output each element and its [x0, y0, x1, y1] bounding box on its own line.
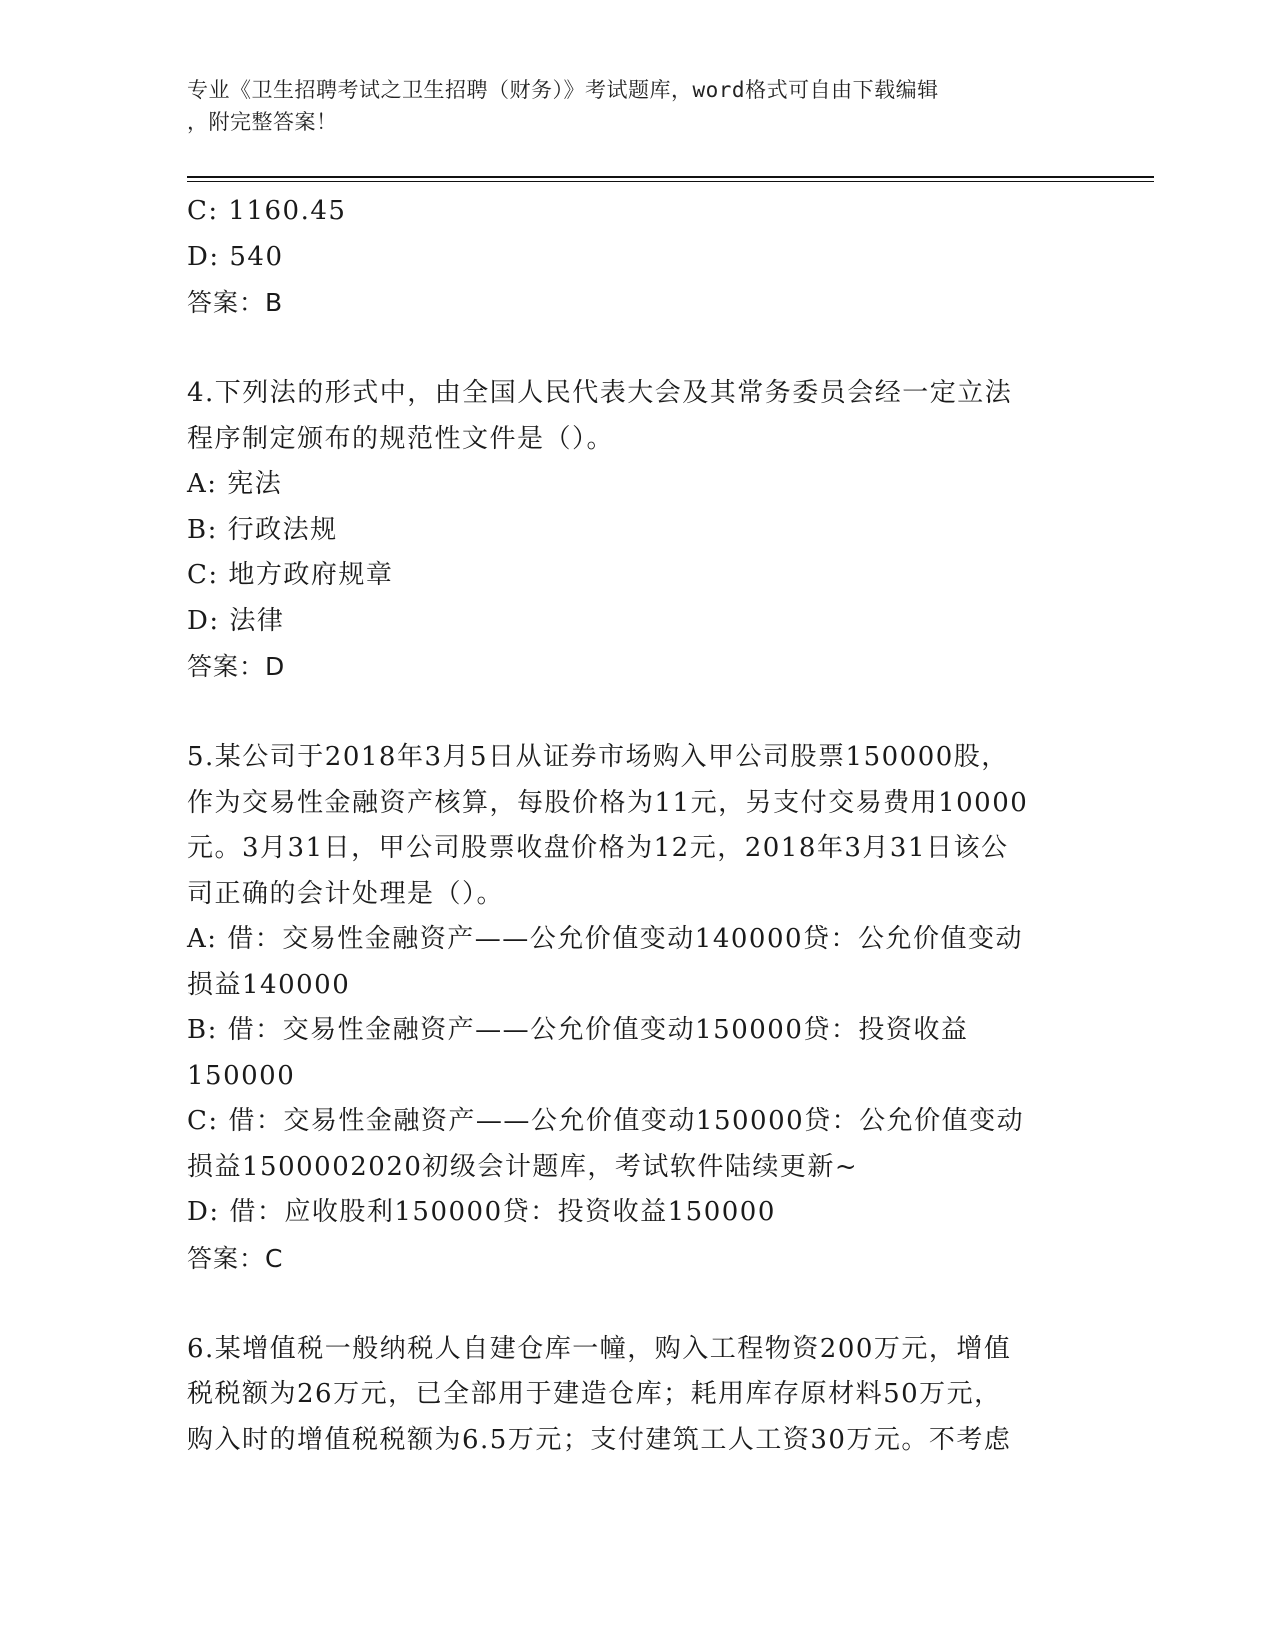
q6-stem-line-2: 税税额为26万元，已全部用于建造仓库；耗用库存原材料50万元，	[187, 1379, 1002, 1409]
q4-option-b: B: 行政法规	[187, 514, 338, 545]
q5-option-c-line-2: 损益1500002020初级会计题库，考试软件陆续更新~	[187, 1151, 859, 1182]
q3-option-c: C: 1160.45	[187, 196, 347, 226]
document-header	[187, 74, 1067, 138]
q5-option-b-line-1: B: 借：交易性金融资产——公允价值变动150000贷：投资收益	[187, 1015, 969, 1045]
question-gap	[187, 1281, 1087, 1327]
q5-stem-line-3: 元。3月31日，甲公司股票收盘价格为12元，2018年3月31日该公	[187, 833, 1009, 863]
q4-stem-line-1: 4.下列法的形式中，由全国人民代表大会及其常务委员会经一定立法	[187, 378, 1013, 408]
q5-option-a-line-1: A: 借：交易性金融资产——公允价值变动140000贷：公允价值变动	[187, 924, 1024, 954]
q4-option-d: D: 法律	[187, 605, 285, 636]
q3-answer: 答案：B	[187, 288, 284, 317]
q4-option-a: A: 宪法	[187, 469, 283, 499]
question-gap	[187, 690, 1087, 736]
q5-option-d: D: 借：应收股利150000贷：投资收益150000	[187, 1197, 776, 1227]
q6-stem-line-3: 购入时的增值税税额为6.5万元；支付建筑工人工资30万元。不考虑	[187, 1424, 1012, 1455]
q4-stem-line-2: 程序制定颁布的规范性文件是（）。	[187, 423, 615, 454]
q5-stem-line-2: 作为交易性金融资产核算，每股价格为11元，另支付交易费用10000	[187, 787, 1029, 818]
q5-stem-line-4: 司正确的会计处理是（）。	[187, 878, 505, 909]
q5-option-c-line-1: C: 借：交易性金融资产——公允价值变动150000贷：公允价值变动	[187, 1106, 1025, 1136]
q3-option-d: D: 540	[187, 241, 284, 272]
question-gap	[187, 326, 1087, 372]
header-line-1: 专业《卫生招聘考试之卫生招聘（财务）》考试题库，word格式可自由下载编辑	[187, 78, 939, 102]
question-content	[187, 189, 1087, 1463]
q5-option-a-line-2: 损益140000	[187, 969, 351, 1000]
q4-answer: 答案：D	[187, 652, 286, 681]
header-line-2: ，附完整答案！	[187, 110, 338, 134]
header-divider-thick	[187, 176, 1154, 178]
header-divider-thin	[187, 181, 1154, 182]
q5-option-b-line-2: 150000	[187, 1060, 296, 1091]
q6-stem-line-1: 6.某增值税一般纳税人自建仓库一幢，购入工程物资200万元，增值	[187, 1333, 1012, 1364]
q5-answer: 答案：C	[187, 1243, 284, 1273]
q5-stem-line-1: 5.某公司于2018年3月5日从证券市场购入甲公司股票150000股，	[187, 742, 1009, 772]
q4-option-c: C: 地方政府规章	[187, 560, 394, 590]
